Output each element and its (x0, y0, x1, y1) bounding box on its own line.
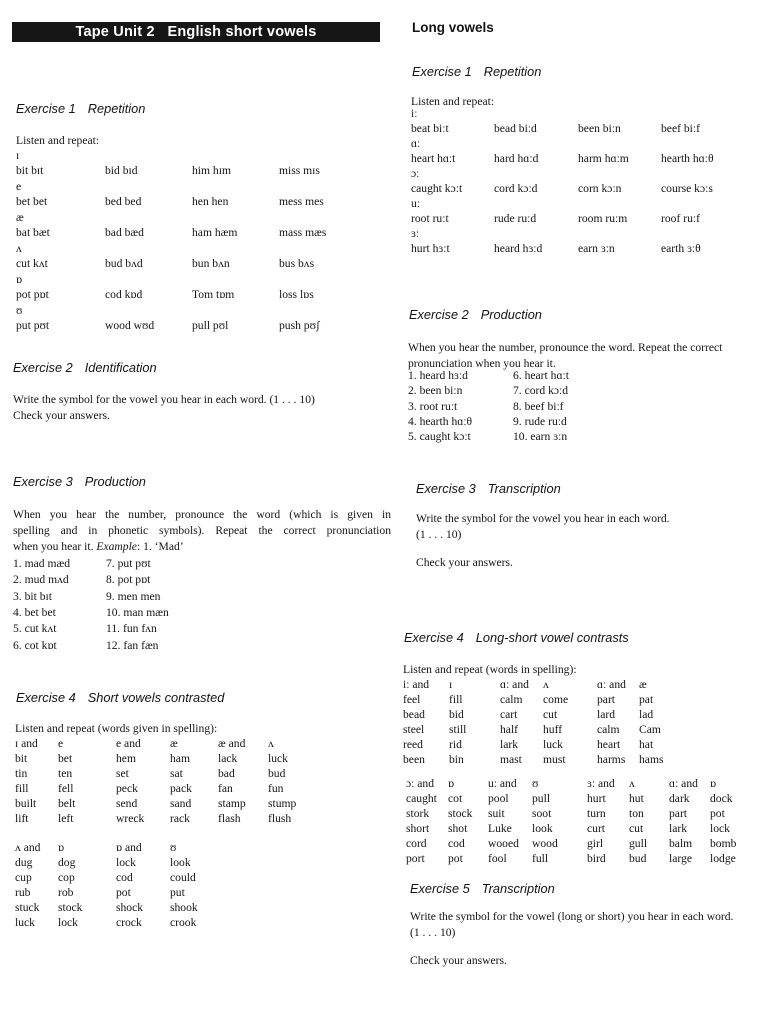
left-ex4-heading (16, 690, 224, 705)
table-cell: crook (170, 916, 197, 929)
vowel-symbol: iː (411, 107, 418, 120)
table-header: ɪ and (15, 737, 38, 750)
table-cell: peck (116, 782, 138, 795)
table-cell: luck (268, 752, 288, 765)
left-ex3-text (13, 507, 391, 555)
word-transcription: hen hen (192, 195, 229, 208)
numbered-item: 3. root ruːt (408, 399, 458, 413)
left-ex2-text (13, 392, 315, 424)
table-cell: reed (403, 738, 423, 751)
right-ex5-number: Exercise 5 (410, 881, 470, 896)
table-cell: left (58, 812, 74, 825)
table-cell: fool (488, 852, 507, 865)
vowel-symbol: æ (16, 211, 24, 224)
word-transcription: put pʊt (16, 319, 50, 332)
right-ex3-text (416, 511, 670, 571)
word-transcription: pot pɒt (16, 288, 49, 301)
word-transcription: wood wʊd (105, 319, 155, 332)
table-cell: bead (403, 708, 425, 721)
table-cell: pull (532, 792, 551, 805)
vowel-symbol: ɔː (411, 167, 420, 180)
word-transcription: bead biːd (494, 121, 537, 135)
table-cell: cod (448, 837, 465, 850)
table-header: æ (639, 678, 647, 691)
table-cell: hurt (587, 792, 606, 805)
table-header: ɒ (58, 841, 65, 854)
table-cell: lock (58, 916, 78, 929)
word-transcription: hard hɑːd (494, 151, 539, 165)
left-ex3-line3 (13, 539, 391, 555)
table-cell: pot (448, 852, 463, 865)
table-cell: come (543, 693, 569, 706)
table-header: ɑː and (669, 777, 698, 790)
table-cell: lark (500, 738, 519, 751)
table-cell: mast (500, 753, 522, 766)
table-cell: bad (218, 767, 235, 780)
table-header: ʊ (532, 777, 539, 790)
table-header: ɒ (448, 777, 455, 790)
word-transcription: bed bed (105, 195, 142, 208)
table-cell: rack (170, 812, 190, 825)
word-transcription: roof ruːf (661, 211, 700, 225)
table-cell: cot (448, 792, 463, 805)
table-cell: harms (597, 753, 626, 766)
right-ex4-instruction: Listen and repeat (words in spelling): (403, 663, 577, 676)
table-cell: stock (448, 807, 473, 820)
table-header: iː and (403, 678, 430, 691)
table-cell: shot (448, 822, 468, 835)
left-ex1-instruction: Listen and repeat: (16, 134, 100, 147)
table-cell: lock (116, 856, 136, 869)
right-ex1-number: Exercise 1 (412, 64, 472, 79)
table-cell: been (403, 753, 425, 766)
table-cell: bud (268, 767, 286, 780)
table-cell: bit (15, 752, 28, 765)
left-ex2-number: Exercise 2 (13, 360, 73, 375)
table-header: ɪ (449, 678, 453, 691)
table-header: ɜː and (587, 777, 615, 790)
word-transcription: miss mɪs (279, 164, 320, 177)
word-transcription: course kɔːs (661, 181, 713, 195)
table-cell: could (170, 871, 196, 884)
table-cell: stock (58, 901, 83, 914)
word-transcription: been biːn (578, 121, 621, 135)
table-cell: full (532, 852, 549, 865)
word-transcription: mass mæs (279, 226, 327, 239)
right-ex3-number: Exercise 3 (416, 481, 476, 496)
numbered-item: 5. caught kɔːt (408, 430, 471, 444)
word-transcription: Tom tɒm (192, 288, 235, 301)
table-cell: fell (58, 782, 74, 795)
right-ex4-table-1 (403, 677, 689, 767)
table-cell: hams (639, 753, 664, 766)
table-cell: pack (170, 782, 192, 795)
table-cell: stuck (15, 901, 40, 914)
left-ex2-line2: Check your answers. (13, 409, 110, 422)
table-cell: dark (669, 792, 690, 805)
table-cell: Cam (639, 723, 661, 736)
word-transcription: hearth hɑːθ (661, 151, 714, 165)
numbered-item: 7. cord kɔːd (513, 384, 569, 398)
word-transcription: root ruːt (411, 211, 449, 225)
left-ex3-heading (13, 474, 146, 489)
word-transcription: bun bʌn (192, 257, 230, 270)
table-header: ʌ (268, 737, 274, 750)
word-transcription: him hɪm (192, 164, 231, 177)
word-transcription: ham hæm (192, 226, 238, 239)
right-ex3-line3: Check your answers. (416, 556, 513, 569)
left-ex1-name: Repetition (87, 101, 146, 116)
table-cell: half (500, 723, 519, 736)
table-cell: ton (629, 807, 644, 820)
table-cell: stork (406, 807, 430, 820)
table-cell: flash (218, 812, 241, 825)
table-cell: sat (170, 767, 183, 780)
long-vowels-title: Long vowels (412, 20, 494, 35)
table-cell: must (543, 753, 566, 766)
left-ex3-line3-post: : 1. ‘Mad’ (136, 540, 184, 553)
table-cell: pool (488, 792, 509, 805)
table-cell: pat (639, 693, 654, 706)
table-cell: shook (170, 901, 198, 914)
table-cell: still (449, 723, 467, 736)
table-cell: suit (488, 807, 505, 820)
table-cell: rob (58, 886, 74, 899)
table-cell: Luke (488, 822, 512, 835)
table-cell: steel (403, 723, 425, 736)
table-header: ɔː and (406, 777, 435, 790)
table-header: æ and (218, 737, 246, 750)
word-transcription: pull pʊl (192, 319, 229, 332)
right-ex1-heading (412, 64, 541, 79)
table-header: ɑː and (500, 678, 529, 691)
left-ex3-line2: spelling and in phonetic symbols). Repeat the correct pronunciation (13, 524, 391, 537)
table-cell: shock (116, 901, 144, 914)
right-ex5-line1: Write the symbol for the vowel (long or short) you hear in each word. (410, 910, 734, 923)
right-ex4-name: Long-short vowel contrasts (475, 630, 629, 645)
word-transcription: mess mes (279, 195, 324, 208)
table-cell: rid (449, 738, 462, 751)
left-ex4-table-2 (15, 840, 220, 930)
right-ex1-name: Repetition (483, 64, 542, 79)
table-cell: hem (116, 752, 136, 765)
table-cell: fill (15, 782, 29, 795)
table-cell: crock (116, 916, 142, 929)
table-header: ɒ (710, 777, 717, 790)
numbered-item: 2. been biːn (408, 384, 463, 398)
vowel-symbol: e (16, 180, 22, 193)
right-ex3-line2: (1 . . . 10) (416, 528, 462, 541)
table-cell: lack (218, 752, 238, 765)
table-header: ɒ and (116, 841, 142, 854)
left-ex4-number: Exercise 4 (16, 690, 76, 705)
right-ex2-name: Production (480, 307, 542, 322)
vowel-symbol: ɜː (411, 227, 420, 240)
table-cell: part (669, 807, 688, 820)
numbered-item: 6. heart hɑːt (513, 369, 569, 382)
table-cell: lard (597, 708, 616, 721)
word-transcription: heard hɜːd (494, 241, 543, 255)
table-header: e and (116, 737, 141, 750)
table-cell: send (116, 797, 138, 810)
table-cell: luck (15, 916, 35, 929)
table-cell: rub (15, 886, 31, 899)
word-transcription: heart hɑːt (411, 151, 456, 165)
right-ex2-heading (409, 307, 542, 322)
table-cell: large (669, 852, 692, 865)
vowel-symbol: ɒ (16, 273, 23, 286)
word-transcription: bit bɪt (16, 164, 44, 177)
table-cell: calm (597, 723, 620, 736)
numbered-item: 8. pot pɒt (106, 573, 151, 587)
table-header: æ (170, 737, 178, 750)
word-transcription: bid bɪd (105, 164, 138, 177)
table-cell: short (406, 822, 430, 835)
table-cell: cop (58, 871, 75, 884)
word-transcription: bat bæt (16, 226, 50, 239)
table-cell: stump (268, 797, 297, 810)
numbered-item: 10. man mæn (106, 605, 169, 619)
table-cell: bomb (710, 837, 737, 850)
word-transcription: cut kʌt (16, 257, 48, 270)
numbered-item: 1. heard hɜːd (408, 369, 468, 382)
word-transcription: beat biːt (411, 121, 449, 135)
table-cell: tin (15, 767, 28, 780)
table-cell: dock (710, 792, 733, 805)
word-transcription: corn kɔːn (578, 181, 622, 195)
table-cell: cut (543, 708, 558, 721)
left-ex3-example-label: Example (96, 540, 137, 553)
left-ex4-name: Short vowels contrasted (87, 690, 225, 705)
word-transcription: bud bʌd (105, 257, 143, 270)
table-cell: lad (639, 708, 654, 721)
right-ex5-line3: Check your answers. (410, 954, 507, 967)
word-transcription: bus bʌs (279, 257, 315, 270)
word-transcription: hurt hɜːt (411, 241, 450, 255)
table-cell: fill (449, 693, 463, 706)
numbered-item: 4. bet bet (13, 605, 56, 619)
table-header: e (58, 737, 64, 750)
table-cell: wreck (116, 812, 145, 825)
table-header: ʊ (170, 841, 177, 854)
right-ex3-heading (416, 481, 561, 496)
table-cell: look (170, 856, 191, 869)
table-header: ʌ and (15, 841, 41, 854)
word-transcription: room ruːm (578, 211, 628, 225)
left-ex3-line3-pre: when you hear it. (13, 540, 97, 553)
left-ex2-heading (13, 360, 157, 375)
right-ex2-line2: pronunciation when you hear it. (408, 357, 556, 370)
table-cell: feel (403, 693, 421, 706)
table-header: ɑː and (597, 678, 626, 691)
left-ex3-line1: When you hear the number, pronounce the word (which is given in (13, 508, 391, 521)
table-cell: hut (629, 792, 644, 805)
word-transcription: earn ɜːn (578, 241, 615, 255)
numbered-item: 6. cot kɒt (13, 638, 57, 652)
table-cell: cord (406, 837, 427, 850)
table-cell: huff (543, 723, 563, 736)
vowel-symbol: uː (411, 197, 421, 210)
table-cell: cart (500, 708, 518, 721)
word-transcription: push pʊʃ (279, 319, 320, 332)
table-cell: put (170, 886, 185, 899)
numbered-item: 9. rude ruːd (513, 414, 567, 428)
table-cell: dog (58, 856, 76, 869)
table-cell: caught (406, 792, 437, 805)
table-cell: cod (116, 871, 133, 884)
table-cell: bud (629, 852, 647, 865)
word-transcription: caught kɔːt (411, 181, 463, 195)
right-ex1-instruction: Listen and repeat: (411, 95, 495, 108)
numbered-item: 7. put pʊt (106, 557, 151, 570)
table-cell: balm (669, 837, 693, 850)
word-transcription: bad bæd (105, 226, 144, 239)
left-ex1-number: Exercise 1 (16, 101, 76, 116)
table-cell: port (406, 852, 425, 865)
word-transcription: beef biːf (661, 121, 700, 135)
numbered-item: 4. hearth hɑːθ (408, 414, 473, 428)
left-ex2-line1: Write the symbol for the vowel you hear in each word. (1 . . . 10) (13, 393, 315, 406)
table-cell: sand (170, 797, 192, 810)
table-cell: part (597, 693, 616, 706)
table-cell: lock (710, 822, 730, 835)
table-cell: lift (15, 812, 29, 825)
table-cell: hat (639, 738, 654, 751)
table-cell: stamp (218, 797, 246, 810)
table-cell: pot (116, 886, 131, 899)
table-cell: dug (15, 856, 33, 869)
word-transcription: rude ruːd (494, 211, 537, 225)
right-ex5-line2: (1 . . . 10) (410, 926, 456, 939)
left-ex3-number: Exercise 3 (13, 474, 73, 489)
numbered-item: 3. bit bɪt (13, 589, 52, 603)
vowel-symbol: ɪ (16, 149, 20, 162)
right-ex2-number: Exercise 2 (409, 307, 469, 322)
unit-title-bar (12, 22, 380, 42)
table-cell: bin (449, 753, 464, 766)
table-cell: bet (58, 752, 73, 765)
word-transcription: cord kɔːd (494, 181, 538, 195)
table-cell: ten (58, 767, 73, 780)
right-ex4-heading (404, 630, 629, 645)
table-cell: cup (15, 871, 32, 884)
table-cell: wooed (488, 837, 519, 850)
numbered-item: 11. fun fʌn (106, 622, 157, 636)
right-ex5-text (410, 909, 733, 969)
table-cell: lark (669, 822, 688, 835)
table-cell: lodge (710, 852, 736, 865)
right-ex4-table-2 (406, 776, 755, 866)
table-cell: fun (268, 782, 284, 795)
table-cell: cut (629, 822, 644, 835)
table-cell: wood (532, 837, 558, 850)
word-transcription: harm hɑːm (578, 151, 629, 165)
numbered-item: 2. mud mʌd (13, 573, 69, 587)
left-ex2-name: Identification (84, 360, 157, 375)
word-transcription: earth ɜːθ (661, 241, 701, 255)
table-cell: built (15, 797, 37, 810)
vowel-symbol: ʌ (16, 242, 22, 255)
right-ex4-number: Exercise 4 (404, 630, 464, 645)
table-cell: luck (543, 738, 563, 751)
table-cell: calm (500, 693, 523, 706)
table-cell: gull (629, 837, 648, 850)
table-cell: look (532, 822, 553, 835)
table-cell: turn (587, 807, 606, 820)
table-header: ʌ (629, 777, 635, 790)
table-cell: curt (587, 822, 606, 835)
numbered-item: 1. mad mæd (13, 557, 71, 570)
right-ex5-heading (410, 881, 555, 896)
left-ex4-instruction: Listen and repeat (words given in spelling): (15, 722, 218, 735)
right-ex3-line1: Write the symbol for the vowel you hear in each word. (416, 512, 670, 525)
unit-title: Tape Unit 2 English short vowels (75, 24, 317, 40)
left-ex1-heading (16, 101, 145, 116)
numbered-item: 10. earn ɜːn (513, 430, 568, 444)
table-cell: soot (532, 807, 552, 820)
right-ex3-name: Transcription (487, 481, 561, 496)
table-cell: fan (218, 782, 233, 795)
table-cell: ham (170, 752, 190, 765)
word-transcription: loss lɒs (279, 288, 314, 301)
table-cell: set (116, 767, 129, 780)
table-header: ʌ (543, 678, 549, 691)
numbered-item: 12. fan fæn (106, 638, 159, 652)
table-header: uː and (488, 777, 517, 790)
table-cell: flush (268, 812, 292, 825)
left-ex4-table-1 (15, 736, 318, 826)
vowel-symbol: ɑː (411, 137, 421, 150)
vowel-symbol: ʊ (16, 304, 23, 317)
right-ex5-name: Transcription (481, 881, 555, 896)
numbered-item: 9. men men (106, 589, 161, 603)
table-cell: heart (597, 738, 621, 751)
table-cell: bid (449, 708, 464, 721)
table-cell: girl (587, 837, 604, 850)
left-ex3-name: Production (84, 474, 146, 489)
table-cell: pot (710, 807, 725, 820)
word-transcription: bet bet (16, 195, 48, 208)
table-cell: belt (58, 797, 76, 810)
numbered-item: 5. cut kʌt (13, 622, 57, 636)
word-transcription: cod kɒd (105, 288, 143, 301)
right-ex2-line1: When you hear the number, pronounce the word. Repeat the correct (408, 341, 723, 354)
table-cell: bird (587, 852, 606, 865)
numbered-item: 8. beef biːf (513, 399, 564, 413)
